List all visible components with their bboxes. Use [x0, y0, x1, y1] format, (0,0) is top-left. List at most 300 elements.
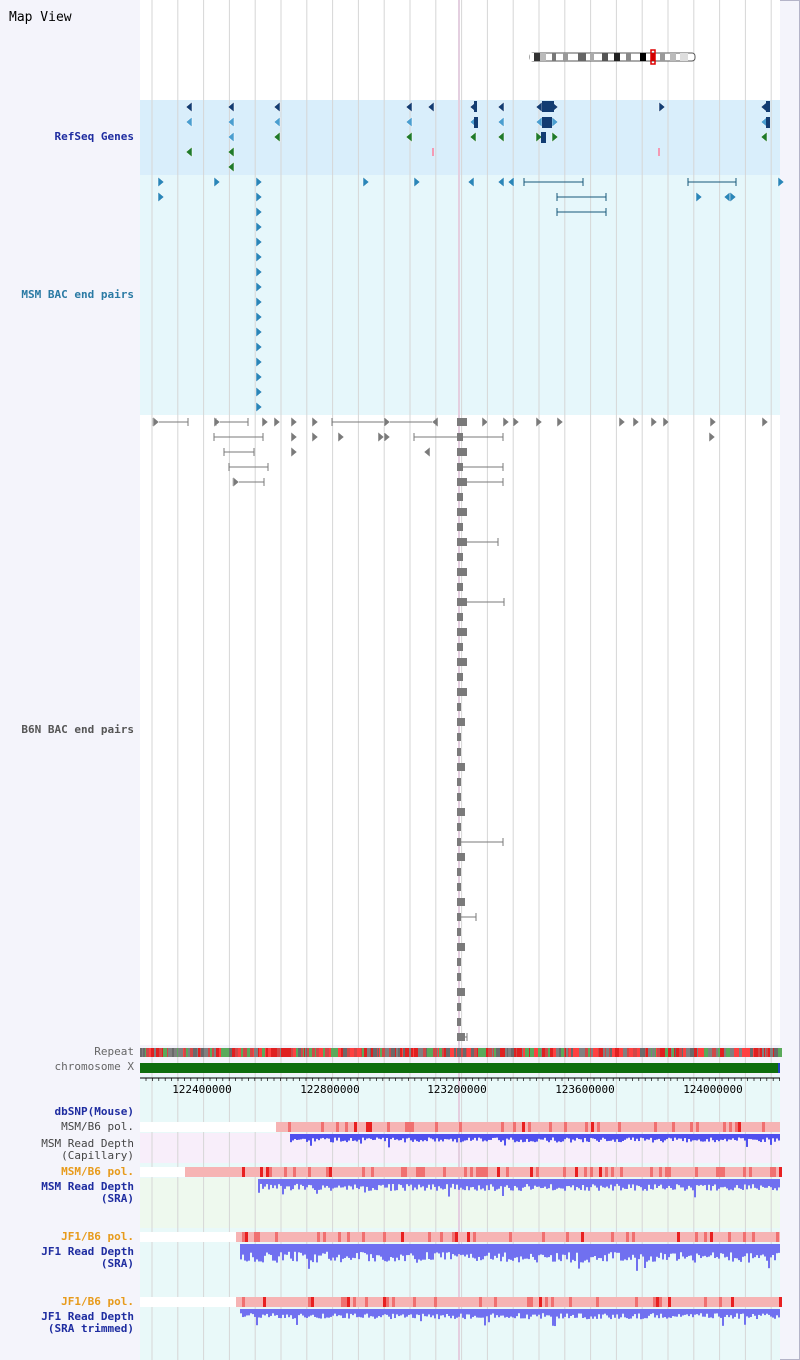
- ideogram-band: [540, 53, 546, 61]
- depth-bar: [574, 1134, 576, 1141]
- depth-bar: [650, 1179, 652, 1189]
- depth-bar: [538, 1134, 540, 1139]
- repeat-block: [708, 1048, 709, 1057]
- depth-bar: [580, 1179, 582, 1190]
- depth-bar: [470, 1244, 472, 1254]
- pol-mark: [563, 1167, 566, 1177]
- pol-mark: [620, 1167, 623, 1177]
- depth-bar: [652, 1244, 654, 1262]
- repeat-block: [286, 1048, 289, 1057]
- depth-bar: [706, 1134, 708, 1139]
- depth-bar: [622, 1134, 624, 1141]
- repeat-block: [480, 1048, 484, 1057]
- depth-bar: [770, 1134, 772, 1145]
- ideogram-band: [670, 53, 676, 61]
- depth-bar: [678, 1179, 680, 1185]
- depth-bar: [386, 1309, 388, 1315]
- depth-bar: [622, 1244, 624, 1261]
- depth-bar: [324, 1244, 326, 1254]
- pol-mark: [672, 1122, 675, 1132]
- depth-bar: [452, 1309, 454, 1316]
- depth-bar: [610, 1309, 612, 1319]
- pol-mark: [635, 1297, 638, 1307]
- pol-mark: [341, 1297, 344, 1307]
- pol-mark: [696, 1122, 699, 1132]
- depth-bar: [718, 1134, 720, 1141]
- depth-bar: [356, 1244, 358, 1253]
- depth-bar: [352, 1134, 354, 1141]
- depth-bar: [418, 1244, 420, 1259]
- depth-bar: [602, 1179, 604, 1187]
- depth-bar: [288, 1244, 290, 1252]
- pol-mark: [308, 1297, 311, 1307]
- depth-bar: [474, 1244, 476, 1258]
- repeat-block: [660, 1048, 664, 1057]
- depth-bar: [608, 1309, 610, 1318]
- repeat-block: [477, 1048, 478, 1057]
- depth-bar: [640, 1179, 642, 1187]
- depth-bar: [752, 1244, 754, 1258]
- repeat-block: [474, 1048, 477, 1057]
- repeat-block: [423, 1048, 426, 1057]
- track-label-jf1-depth-trim[interactable]: JF1 Read Depth (SRA trimmed): [41, 1310, 134, 1335]
- repeat-block: [446, 1048, 450, 1057]
- pol-mark: [288, 1122, 291, 1132]
- repeat-block: [307, 1048, 309, 1057]
- depth-bar: [678, 1309, 680, 1314]
- pol-mark: [506, 1167, 509, 1177]
- depth-bar: [596, 1134, 598, 1141]
- depth-bar: [560, 1244, 562, 1261]
- repeat-block: [421, 1048, 423, 1057]
- repeat-block: [623, 1048, 627, 1057]
- depth-bar: [568, 1134, 570, 1138]
- depth-bar: [640, 1244, 642, 1254]
- depth-bar: [252, 1244, 254, 1257]
- repeat-block: [306, 1048, 307, 1057]
- depth-bar: [640, 1309, 642, 1319]
- depth-bar: [278, 1179, 280, 1184]
- depth-bar: [756, 1134, 758, 1140]
- depth-bar: [520, 1134, 522, 1140]
- depth-bar: [340, 1179, 342, 1188]
- depth-bar: [324, 1309, 326, 1318]
- depth-bar: [624, 1244, 626, 1259]
- depth-bar: [712, 1244, 714, 1252]
- depth-bar: [616, 1309, 618, 1314]
- depth-bar: [438, 1134, 440, 1141]
- depth-bar: [436, 1134, 438, 1138]
- depth-bar: [344, 1179, 346, 1186]
- depth-bar: [508, 1179, 510, 1188]
- repeat-block: [235, 1048, 237, 1057]
- depth-bar: [566, 1244, 568, 1259]
- depth-bar: [480, 1244, 482, 1260]
- depth-bar: [776, 1244, 778, 1253]
- depth-bar: [316, 1244, 318, 1262]
- b6n-bac-end: [457, 463, 463, 471]
- pol-mark: [497, 1167, 500, 1177]
- depth-bar: [486, 1134, 488, 1141]
- pol-mark: [728, 1232, 731, 1242]
- depth-bar: [350, 1244, 352, 1260]
- depth-bar: [460, 1309, 462, 1314]
- track-label-jf1-depth-sra[interactable]: JF1 Read Depth (SRA): [41, 1245, 134, 1270]
- depth-bar: [390, 1134, 392, 1139]
- depth-bar: [264, 1244, 266, 1256]
- pol-mark: [284, 1167, 287, 1177]
- depth-bar: [318, 1309, 320, 1318]
- depth-bar: [288, 1309, 290, 1317]
- pol-mark: [275, 1232, 278, 1242]
- depth-bar: [622, 1309, 624, 1314]
- depth-bar: [388, 1309, 390, 1317]
- depth-bar: [626, 1179, 628, 1189]
- repeat-block: [629, 1048, 633, 1057]
- repeat-block: [244, 1048, 247, 1057]
- depth-bar: [250, 1244, 252, 1253]
- repeat-block: [529, 1048, 530, 1057]
- repeat-block: [418, 1048, 421, 1057]
- depth-bar: [440, 1244, 442, 1257]
- repeat-block: [559, 1048, 561, 1057]
- pol-mark: [413, 1297, 416, 1307]
- repeat-block: [522, 1048, 523, 1057]
- depth-bar: [652, 1309, 654, 1313]
- depth-bar: [560, 1309, 562, 1314]
- depth-bar: [534, 1309, 536, 1315]
- depth-bar: [408, 1244, 410, 1255]
- repeat-block: [151, 1048, 154, 1057]
- depth-bar: [422, 1179, 424, 1186]
- depth-bar: [714, 1179, 716, 1184]
- pol-mark: [704, 1297, 707, 1307]
- depth-bar: [754, 1244, 756, 1257]
- b6n-bac-end: [457, 613, 463, 621]
- depth-bar: [428, 1244, 430, 1259]
- depth-bar: [578, 1309, 580, 1313]
- pol-blank: [140, 1297, 236, 1307]
- depth-bar: [478, 1309, 480, 1318]
- depth-bar: [760, 1244, 762, 1255]
- depth-bar: [516, 1134, 518, 1141]
- repeat-block: [720, 1048, 724, 1057]
- depth-bar: [394, 1244, 396, 1261]
- repeat-block: [331, 1048, 335, 1057]
- depth-bar: [358, 1134, 360, 1140]
- depth-bar: [554, 1179, 556, 1190]
- depth-bar: [502, 1244, 504, 1257]
- depth-bar: [336, 1179, 338, 1188]
- depth-bar: [368, 1134, 370, 1138]
- repeat-block: [250, 1048, 253, 1057]
- depth-bar: [752, 1134, 754, 1140]
- depth-bar: [444, 1244, 446, 1259]
- depth-bar: [518, 1179, 520, 1190]
- depth-bar: [684, 1244, 686, 1259]
- depth-bar: [650, 1244, 652, 1256]
- repeat-block: [637, 1048, 639, 1057]
- depth-bar: [572, 1134, 574, 1140]
- track-label-refseq[interactable]: RefSeq Genes: [54, 130, 134, 143]
- depth-bar: [270, 1244, 272, 1255]
- pol-mark: [308, 1167, 311, 1177]
- pol-mark: [347, 1297, 350, 1307]
- pol-mark: [710, 1232, 713, 1242]
- repeat-block: [409, 1048, 411, 1057]
- depth-bar: [618, 1244, 620, 1253]
- depth-bar: [768, 1244, 770, 1268]
- depth-bar: [648, 1244, 650, 1260]
- depth-bar: [308, 1179, 310, 1185]
- repeat-block: [439, 1048, 442, 1057]
- depth-bar: [582, 1244, 584, 1262]
- depth-bar: [500, 1134, 502, 1142]
- depth-bar: [658, 1244, 660, 1258]
- depth-bar: [296, 1244, 298, 1261]
- pol-mark: [416, 1167, 419, 1177]
- depth-bar: [296, 1179, 298, 1184]
- depth-bar: [416, 1309, 418, 1314]
- repeat-block: [773, 1048, 774, 1057]
- depth-bar: [510, 1179, 512, 1190]
- repeat-block: [590, 1048, 591, 1057]
- depth-bar: [362, 1134, 364, 1138]
- depth-bar: [328, 1134, 330, 1139]
- track-label-dbsnp[interactable]: dbSNP(Mouse): [54, 1105, 134, 1118]
- depth-bar: [254, 1244, 256, 1262]
- depth-bar: [284, 1309, 286, 1318]
- depth-bar: [662, 1179, 664, 1189]
- track-label-msm-depth-sra[interactable]: MSM Read Depth (SRA): [41, 1180, 134, 1205]
- depth-bar: [408, 1134, 410, 1138]
- depth-bar: [472, 1244, 474, 1258]
- repeat-block: [197, 1048, 198, 1057]
- depth-bar: [686, 1244, 688, 1257]
- ideogram-band: [626, 53, 631, 61]
- pol-mark: [551, 1297, 554, 1307]
- depth-bar: [736, 1134, 738, 1141]
- depth-bar: [772, 1244, 774, 1255]
- repeat-block: [627, 1048, 629, 1057]
- b6n-bac-end: [457, 898, 465, 906]
- depth-bar: [730, 1244, 732, 1252]
- depth-bar: [778, 1309, 780, 1317]
- pol-mark: [408, 1122, 411, 1132]
- pol-mark: [311, 1297, 314, 1307]
- b6n-bac-end: [457, 673, 463, 681]
- depth-bar: [426, 1309, 428, 1316]
- depth-bar: [574, 1244, 576, 1261]
- b6n-bac-end: [457, 733, 461, 741]
- depth-bar: [404, 1134, 406, 1142]
- repeat-block: [140, 1048, 142, 1057]
- repeat-block: [319, 1048, 323, 1057]
- depth-bar: [322, 1179, 324, 1185]
- depth-bar: [482, 1134, 484, 1141]
- axis-tick-label: 123600000: [555, 1083, 615, 1096]
- depth-bar: [456, 1244, 458, 1256]
- ideogram-band: [602, 53, 608, 61]
- pol-mark: [365, 1297, 368, 1307]
- depth-bar: [750, 1244, 752, 1253]
- depth-bar: [588, 1309, 590, 1319]
- depth-bar: [618, 1309, 620, 1319]
- depth-bar: [592, 1134, 594, 1138]
- depth-bar: [734, 1134, 736, 1140]
- repeat-block: [657, 1048, 660, 1057]
- repeat-block: [645, 1048, 646, 1057]
- repeat-block: [558, 1048, 559, 1057]
- depth-bar: [624, 1179, 626, 1189]
- depth-bar: [536, 1244, 538, 1262]
- depth-bar: [336, 1134, 338, 1141]
- page-title: Map View: [9, 10, 72, 25]
- pol-mark: [566, 1232, 569, 1242]
- depth-bar: [526, 1179, 528, 1184]
- depth-bar: [560, 1179, 562, 1188]
- depth-bar: [348, 1244, 350, 1258]
- depth-bar: [706, 1179, 708, 1190]
- depth-bar: [300, 1309, 302, 1314]
- b6n-bac-end: [457, 448, 467, 456]
- track-label-b6n-bac[interactable]: B6N BAC end pairs: [21, 723, 134, 736]
- depth-bar: [478, 1244, 480, 1257]
- repeat-block: [403, 1048, 405, 1057]
- depth-bar: [684, 1309, 686, 1315]
- pol-mark: [549, 1122, 552, 1132]
- depth-bar: [494, 1244, 496, 1256]
- depth-bar: [456, 1179, 458, 1185]
- depth-bar: [486, 1244, 488, 1256]
- repeat-block: [371, 1048, 373, 1057]
- ideogram-band: [660, 53, 665, 61]
- depth-bar: [454, 1309, 456, 1319]
- depth-bar: [258, 1309, 260, 1317]
- pol-mark: [513, 1122, 516, 1132]
- gene-mark: [658, 148, 660, 156]
- depth-bar: [492, 1134, 494, 1138]
- repeat-block: [370, 1048, 371, 1057]
- repeat-block: [676, 1048, 679, 1057]
- depth-bar: [488, 1309, 490, 1322]
- depth-bar: [672, 1244, 674, 1253]
- repeat-block: [253, 1048, 254, 1057]
- repeat-block: [561, 1048, 564, 1057]
- depth-bar: [558, 1134, 560, 1141]
- repeat-block: [478, 1048, 480, 1057]
- ideogram-band: [552, 53, 556, 61]
- depth-bar: [740, 1134, 742, 1138]
- repeat-block: [683, 1048, 686, 1057]
- depth-bar: [320, 1134, 322, 1138]
- depth-bar: [430, 1244, 432, 1260]
- repeat-block: [573, 1048, 577, 1057]
- depth-bar: [312, 1244, 314, 1262]
- depth-bar: [328, 1309, 330, 1318]
- depth-bar: [570, 1309, 572, 1316]
- depth-bar: [682, 1309, 684, 1315]
- pol-mark: [632, 1232, 635, 1242]
- depth-bar: [762, 1244, 764, 1254]
- depth-bar: [628, 1244, 630, 1257]
- depth-bar: [290, 1179, 292, 1190]
- depth-bar: [276, 1244, 278, 1263]
- depth-bar: [480, 1309, 482, 1318]
- repeat-block: [516, 1048, 517, 1057]
- depth-bar: [518, 1244, 520, 1262]
- track-label-msm-bac[interactable]: MSM BAC end pairs: [21, 288, 134, 301]
- depth-bar: [302, 1134, 304, 1139]
- repeat-block: [564, 1048, 565, 1057]
- depth-bar: [420, 1244, 422, 1261]
- b6n-bac-end: [457, 838, 461, 846]
- b6n-bac-end: [457, 478, 467, 486]
- depth-bar: [552, 1179, 554, 1190]
- depth-bar: [744, 1134, 746, 1141]
- pol-mark: [443, 1167, 446, 1177]
- depth-bar: [732, 1309, 734, 1319]
- depth-bar: [734, 1244, 736, 1258]
- repeat-block: [325, 1048, 329, 1057]
- depth-bar: [760, 1179, 762, 1186]
- depth-bar: [654, 1309, 656, 1317]
- pol-blank: [140, 1122, 276, 1132]
- depth-bar: [542, 1179, 544, 1188]
- repeat-block: [553, 1048, 556, 1057]
- pol-mark: [581, 1232, 584, 1242]
- repeat-block: [615, 1048, 619, 1057]
- depth-bar: [756, 1179, 758, 1189]
- pol-mark: [326, 1167, 329, 1177]
- depth-bar: [628, 1179, 630, 1185]
- depth-bar: [772, 1179, 774, 1190]
- depth-bar: [548, 1134, 550, 1142]
- repeat-block: [341, 1048, 343, 1057]
- depth-bar: [612, 1134, 614, 1140]
- depth-bar: [316, 1179, 318, 1194]
- depth-bar: [508, 1309, 510, 1318]
- repeat-block: [760, 1048, 762, 1057]
- depth-bar: [454, 1134, 456, 1139]
- repeat-block: [216, 1048, 219, 1057]
- repeat-block: [444, 1048, 446, 1057]
- depth-bar: [764, 1134, 766, 1142]
- pol-mark: [605, 1167, 608, 1177]
- depth-bar: [746, 1309, 748, 1316]
- repeat-block: [679, 1048, 681, 1057]
- pol-mark: [668, 1297, 671, 1307]
- depth-bar: [576, 1179, 578, 1187]
- depth-bar: [704, 1134, 706, 1141]
- depth-bar: [286, 1244, 288, 1255]
- depth-bar: [292, 1179, 294, 1189]
- depth-bar: [420, 1309, 422, 1321]
- depth-bar: [332, 1179, 334, 1189]
- ideogram-band: [563, 53, 568, 61]
- depth-bar: [678, 1134, 680, 1138]
- repeat-block: [275, 1048, 277, 1057]
- depth-bar: [658, 1134, 660, 1139]
- depth-bar: [310, 1244, 312, 1260]
- depth-bar: [690, 1244, 692, 1255]
- depth-bar: [250, 1309, 252, 1313]
- depth-bar: [358, 1309, 360, 1317]
- depth-bar: [412, 1134, 414, 1142]
- depth-bar: [432, 1244, 434, 1260]
- depth-bar: [442, 1244, 444, 1252]
- depth-bar: [240, 1244, 242, 1259]
